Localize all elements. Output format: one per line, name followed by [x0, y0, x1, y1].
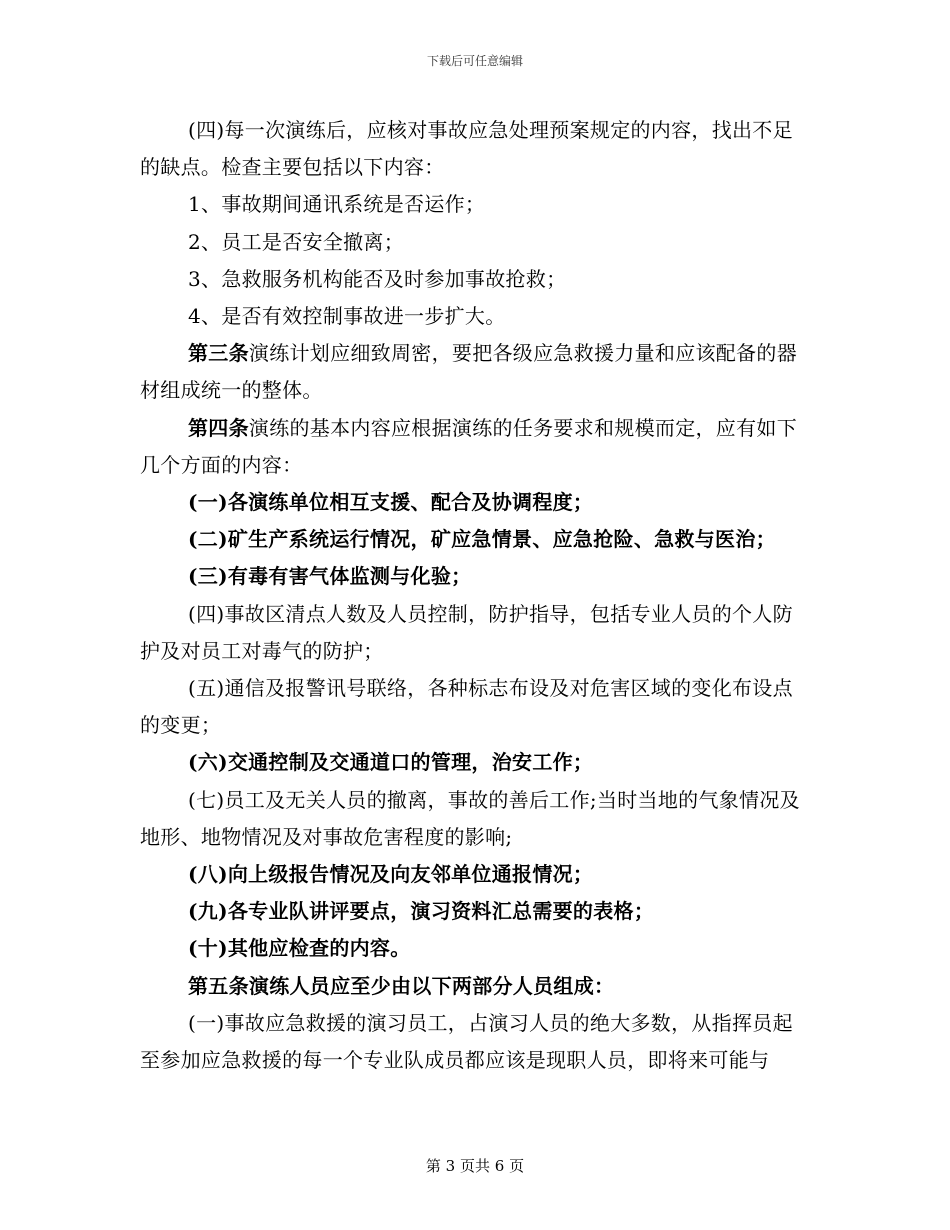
- paragraph-text: (九)各专业队讲评要点，演习资料汇总需要的表格；: [188, 899, 655, 924]
- item-4-personnel-control: [140, 596, 810, 670]
- paragraph-text: (四)每一次演练后，应核对事故应急处理预案规定的内容，找出不足的缺点。检查主要包括以下内容：: [140, 118, 793, 180]
- item-9-review: [140, 893, 810, 930]
- list-item-containment: [140, 298, 810, 335]
- paragraph-text: (八)向上级报告情况及向友邻单位通报情况；: [188, 862, 594, 887]
- article-5: [140, 968, 810, 1005]
- paragraph-text: (五)通信及报警讯号联络，各种标志布设及对危害区域的变化布设点的变更；: [140, 676, 793, 738]
- article-3: [140, 335, 810, 409]
- page-header: 下载后可任意编辑: [426, 54, 523, 68]
- item-5-communication-alarm: [140, 670, 810, 744]
- paragraph-text: (一)各演练单位相互支援、配合及协调程度；: [188, 490, 594, 515]
- paragraph-text: 第五条演练人员应至少由以下两部分人员组成：: [188, 973, 615, 998]
- item-1-coordination: [140, 484, 810, 521]
- item-2-production-system: [140, 521, 810, 558]
- paragraph-inspection-intro: [140, 112, 810, 186]
- list-item-communication: [140, 186, 810, 223]
- item-6-traffic-control: [140, 744, 810, 781]
- item-3-gas-monitoring: [140, 558, 810, 595]
- list-item-rescue-service: [140, 261, 810, 298]
- paragraph-text: (二)矿生产系统运行情况，矿应急情景、应急抢险、急救与医治；: [188, 527, 776, 552]
- paragraph-text: (一)事故应急救援的演习员工，占演习人员的绝大多数，从指挥员起至参加应急救援的每一个专业队成员都应该是现职人员，即将来可能与: [140, 1010, 793, 1073]
- paragraph-text: (十)其他应检查的内容。: [188, 936, 411, 961]
- item-8-reporting: [140, 856, 810, 893]
- paragraph-text: 演练的基本内容应根据演练的任务要求和规模而定，应有如下几个方面的内容：: [140, 415, 798, 477]
- paragraph-text: 1、事故期间通讯系统是否运作；: [188, 192, 486, 217]
- paragraph-text: 2、员工是否安全撤离；: [188, 229, 405, 254]
- list-item-evacuation: [140, 224, 810, 261]
- item-7-evacuation-aftermath: [140, 782, 810, 856]
- article-4: [140, 410, 810, 484]
- paragraph-text: 3、急救服务机构能否及时参加事故抢救；: [188, 266, 567, 291]
- paragraph-text: (七)员工及无关人员的撤离，事故的善后工作;当时当地的气象情况及地形、地物情况及对事故危害程度的影响;: [140, 787, 800, 849]
- item-10-other: [140, 930, 810, 967]
- article-number: 第三条: [188, 341, 249, 366]
- paragraph-text: 4、是否有效控制事故进一步扩大。: [188, 304, 506, 329]
- paragraph-text: 演练计划应细致周密，要把各级应急救援力量和应该配备的器材组成统一的整体。: [140, 341, 798, 403]
- paragraph-text: (四)事故区清点人数及人员控制，防护指导，包括专业人员的个人防护及对员工对毒气的防护；: [140, 601, 793, 663]
- page-number: 第 3 页共 6 页: [425, 1157, 525, 1175]
- document-body: [140, 112, 810, 1079]
- paragraph-text: (六)交通控制及交通道口的管理，治安工作；: [188, 750, 594, 775]
- paragraph-text: (三)有毒有害气体监测与化验；: [188, 564, 472, 589]
- article-number: 第四条: [188, 415, 249, 440]
- article-5-item-1: [140, 1005, 810, 1079]
